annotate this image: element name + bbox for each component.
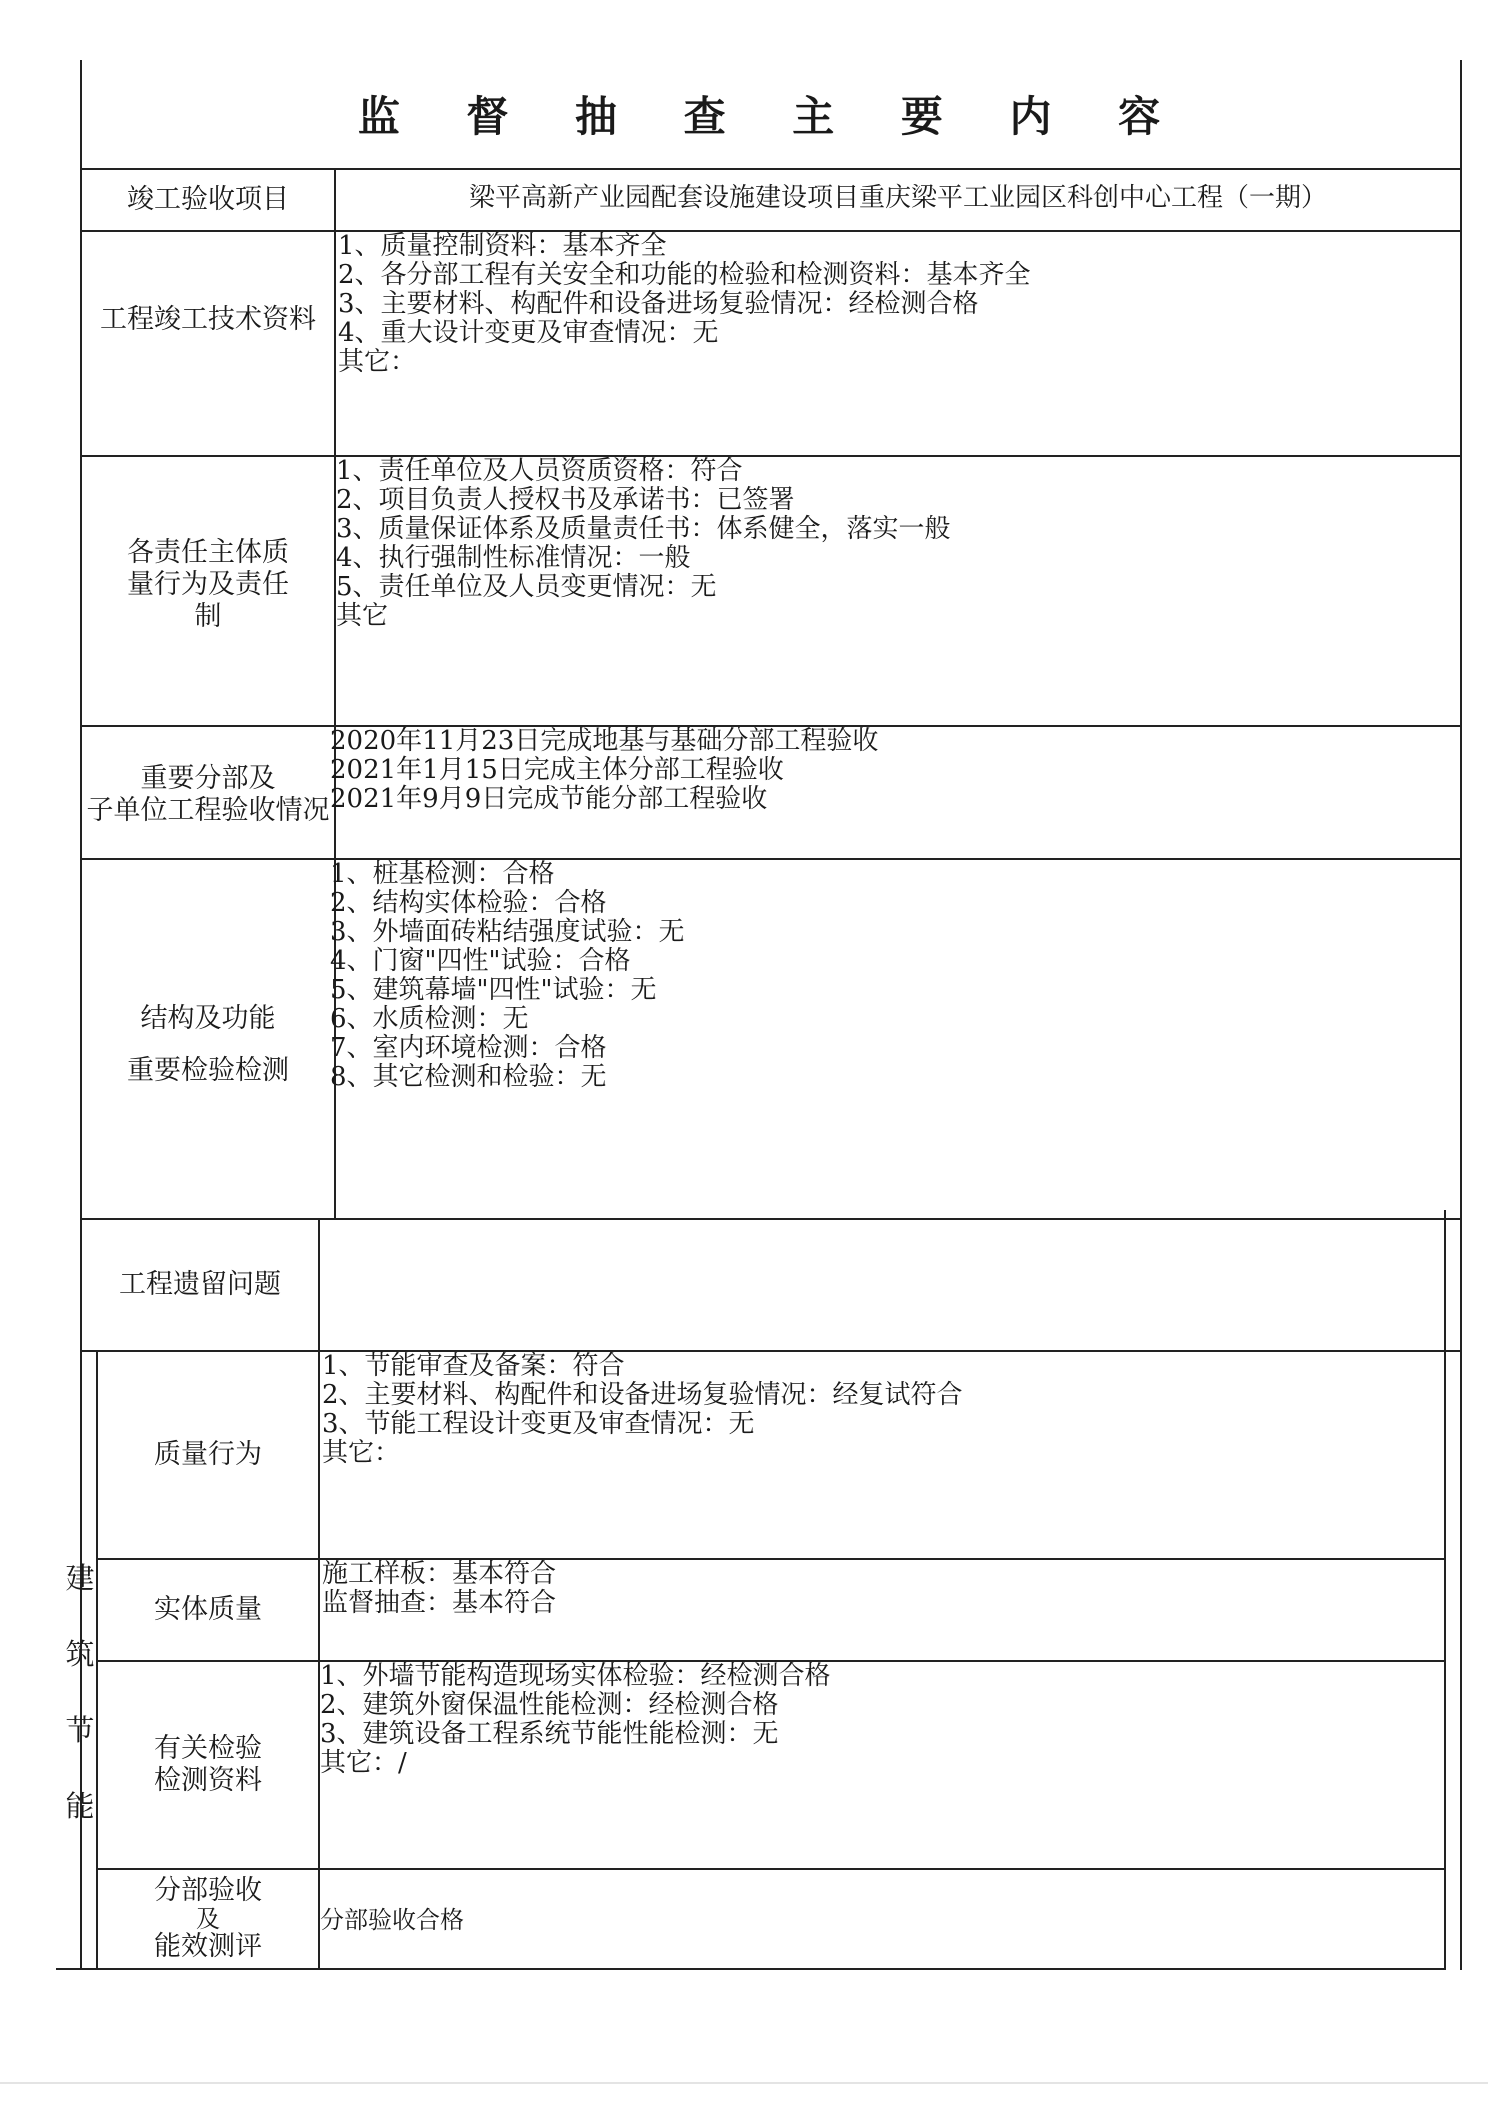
- quality-behavior-content: [322, 1352, 963, 1468]
- project-label: 竣工验收项目: [127, 184, 289, 215]
- structure-tests-line: 1、桩基检测：合格: [330, 859, 555, 889]
- row-line-testdocs-bottom: [96, 1868, 1446, 1870]
- energy-group-label: [60, 1560, 100, 1864]
- energy-test-docs-line: 1、外墙节能构造现场实体检验：经检测合格: [320, 1661, 831, 1691]
- structure-tests-line: 2、结构实体检验：合格: [330, 888, 607, 918]
- tech-docs-line: 1、质量控制资料：基本齐全: [338, 231, 667, 261]
- entity-quality-line: 监督抽查：基本符合: [322, 1588, 557, 1618]
- structure-tests-line: 7、室内环境检测：合格: [330, 1033, 607, 1063]
- table-border-right: [1460, 60, 1462, 1970]
- energy-acceptance-label: [98, 1872, 318, 1966]
- energy-group-char: 能: [65, 1789, 95, 1823]
- sub-acceptance-line: 2021年1月15日完成主体分部工程验收: [330, 755, 784, 785]
- structure-tests-line: 4、门窗"四性"试验：合格: [330, 946, 631, 976]
- tech-docs-line: 3、主要材料、构配件和设备进场复验情况：经检测合格: [338, 289, 979, 319]
- quality-behavior-line: 1、节能审查及备案：符合: [322, 1351, 625, 1381]
- responsibility-line: 4、执行强制性标准情况：一般: [336, 543, 691, 573]
- scan-artifact-line: [0, 2082, 1488, 2084]
- energy-group-char: 节: [65, 1713, 95, 1747]
- energy-test-docs-line: 3、建筑设备工程系统节能性能检测：无: [320, 1719, 779, 1749]
- entity-quality-label: 实体质量: [154, 1594, 262, 1625]
- quality-behavior-line: 2、主要材料、构配件和设备进场复验情况：经复试符合: [322, 1380, 963, 1410]
- structure-tests-line: 5、建筑幕墙"四性"试验：无: [330, 975, 657, 1005]
- energy-test-docs-label-line: 检测资料: [154, 1765, 262, 1796]
- sub-acceptance-label: [82, 755, 334, 835]
- entity-quality-line: 施工样板：基本符合: [322, 1559, 557, 1589]
- energy-group-char: 建: [65, 1561, 95, 1595]
- energy-group-char: 筑: [65, 1637, 95, 1671]
- entity-quality-content: [322, 1560, 556, 1618]
- table-border-bottom: [56, 1968, 1446, 1970]
- energy-acceptance-label-line: 及: [196, 1905, 220, 1933]
- structure-tests-line: 6、水质检测：无: [330, 1004, 529, 1034]
- row-line-subacceptance-bottom: [80, 858, 1462, 860]
- responsibility-line: 5、责任单位及人员变更情况：无: [336, 572, 717, 602]
- responsibility-line: 3、质量保证体系及质量责任书：体系健全，落实一般: [336, 514, 951, 544]
- quality-behavior-line: 3、节能工程设计变更及审查情况：无: [322, 1409, 755, 1439]
- sub-acceptance-content: [330, 727, 878, 814]
- responsibility-label-line: 各责任主体质: [127, 537, 289, 568]
- responsibility-line: 其它: [336, 601, 389, 631]
- project-value: 梁平高新产业园配套设施建设项目重庆梁平工业园区科创中心工程（一期）: [468, 183, 1327, 213]
- tech-docs-line: 4、重大设计变更及审查情况：无: [338, 318, 719, 348]
- row-line-structure-bottom: [80, 1218, 1462, 1220]
- structure-tests-label-line: 结构及功能: [140, 1003, 276, 1034]
- tech-docs-line: 2、各分部工程有关安全和功能的检验和检测资料：基本齐全: [338, 260, 1031, 290]
- page-title: 监 督 抽 查 主 要 内 容: [357, 92, 1187, 141]
- remaining-issues-label: 工程遗留问题: [119, 1269, 281, 1300]
- quality-behavior-label: 质量行为: [154, 1439, 262, 1470]
- sub-acceptance-label-line: 重要分部及: [140, 763, 276, 794]
- structure-tests-content: [330, 860, 685, 1092]
- responsibility-label-line: 制: [194, 601, 222, 632]
- energy-acceptance-label-line: 能效测评: [154, 1931, 262, 1962]
- tech-docs-content: [338, 232, 1031, 377]
- structure-tests-line: 3、外墙面砖粘结强度试验：无: [330, 917, 685, 947]
- sub-acceptance-line: 2020年11月23日完成地基与基础分部工程验收: [330, 726, 879, 756]
- structure-tests-label-line: 重要检验检测: [127, 1055, 289, 1086]
- energy-acceptance-label-line: 分部验收: [154, 1875, 262, 1906]
- structure-tests-label: [82, 990, 334, 1100]
- column-divider-lower: [318, 1218, 320, 1970]
- energy-test-docs-label: [98, 1725, 318, 1805]
- energy-test-docs-line: 其它：/: [320, 1748, 407, 1778]
- energy-acceptance-value: 分部验收合格: [320, 1906, 464, 1934]
- responsibility-line: 1、责任单位及人员资质资格：符合: [336, 456, 743, 486]
- responsibility-label: [82, 530, 334, 640]
- energy-test-docs-content: [320, 1662, 831, 1778]
- row-line-quality-bottom: [96, 1558, 1446, 1560]
- energy-test-docs-line: 2、建筑外窗保温性能检测：经检测合格: [320, 1690, 779, 1720]
- tech-docs-line: 其它：: [338, 347, 417, 377]
- quality-behavior-line: 其它：: [322, 1438, 401, 1468]
- sub-acceptance-line: 2021年9月9日完成节能分部工程验收: [330, 784, 768, 814]
- responsibility-line: 2、项目负责人授权书及承诺书：已签署: [336, 485, 795, 515]
- responsibility-label-line: 量行为及责任: [127, 569, 289, 600]
- structure-tests-line: 8、其它检测和检验：无: [330, 1062, 607, 1092]
- table-border-right-lower: [1444, 1210, 1446, 1970]
- tech-docs-label: 工程竣工技术资料: [100, 304, 316, 335]
- responsibility-content: [336, 457, 951, 631]
- sub-acceptance-label-line: 子单位工程验收情况: [86, 795, 330, 826]
- energy-test-docs-label-line: 有关检验: [154, 1733, 262, 1764]
